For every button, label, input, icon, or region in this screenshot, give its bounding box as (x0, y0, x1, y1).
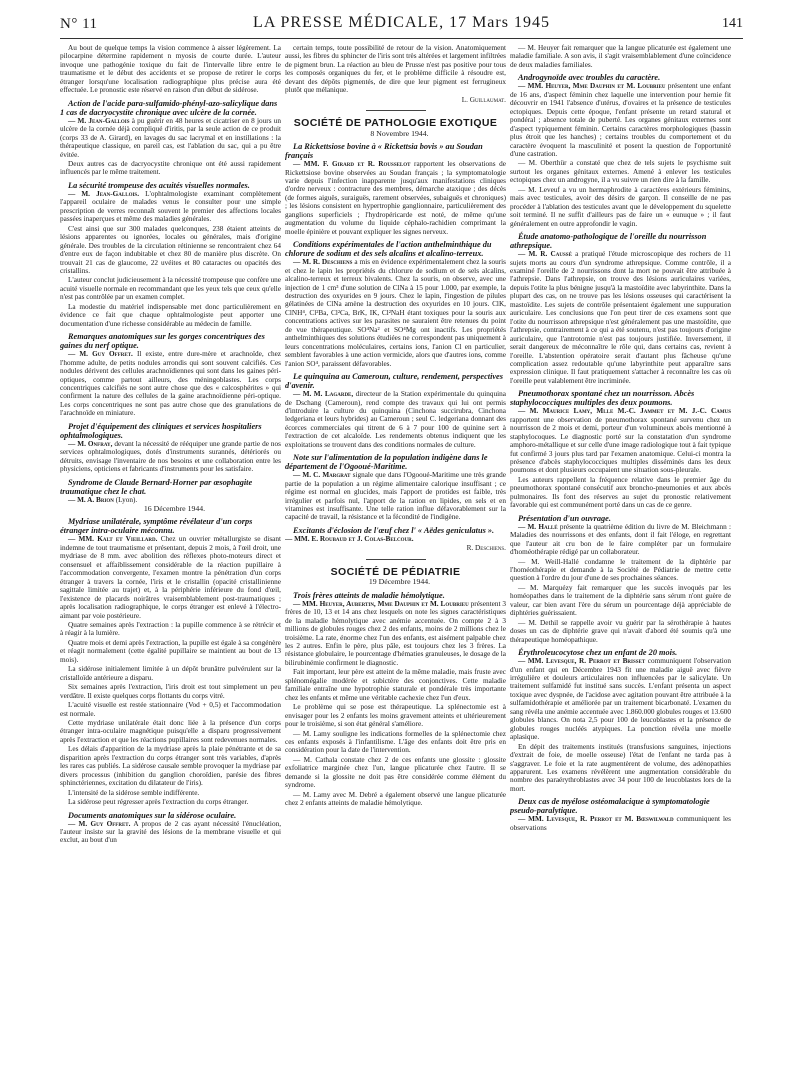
paragraph: — M. Oberthür a constaté que chez de tels sujets le psychisme suit surtout les organes génitaux externes. Amené à enlever les testicules ectopiques chez un androgyne, il a vu suivre un rien dire à la famille. (510, 159, 731, 185)
author: — MM. F. Girard et R. Rousselot (293, 160, 411, 169)
paragraph: — M. Cathala constate chez 2 de ces enfants une glossite : glossite exfoliatrice marginée chez l'un, langue plicaturée chez l'autre. Il se demande si la glossite ne doit pas être considérée comme élément du syndrome. (285, 755, 506, 790)
issue-number: N° 11 (60, 16, 98, 32)
author: — MM. E. Roubaud et J. Colas-Belcour. (285, 534, 414, 543)
article-title: Étude anatomo-pathologique de l'oreille du nourrisson athrepsique. (510, 232, 707, 251)
article-body: — M. R. Deschiens a mis en évidence expérimentalement chez la souris et chez le lapin les propriétés du chlorure de sodium et de sels alcalins, alcalino-terreux et terreux bivalents. Chez la souris, on observe, avec une injection de 1 cm³ d'une solution de ClNa à 15 pour 1.000, par exemple, la destruction des oxyurides en 9 jours. Chez le lapin, l'ingestion de pilules gélatinées de ClNa amène la destruction des oxyurides en 10 jours. ClK, ClNH⁴, Cl²Ba, Cl²Ca, BrK, IK, Cl²NaH étant toxiques pour la souris aux concentrations actives sur les parasites ne sauraient être retenues du point de vue thérapeutique. SO⁴Na² et SO⁴Mg ont inactifs. Les propriétés anthelminthiques des solutions étudiées ne correspondent pas uniquement à leurs concentrations moléculaires, certains ions, l'anion Cl en particulier, semblent favorables à une action vermicide, alors que d'autres ions, comme l'anion SO⁴, paraissent défavorables. (285, 258, 506, 368)
article-title: Deux cas de myélose ostéomalacique à symptomatologie pseudo-paralytique. (510, 797, 710, 816)
article-title: Action de l'acide para-sulfamido-phényl-azo-salicylique dans 1 cas de dacryocystite chronique avec ulcère de la cornée. (60, 98, 278, 117)
article-body: — MM. Kalt et Vieillard. Chez un ouvrier métallurgiste se disant indemne de tout traumatisme et présentant, depuis 2 mois, à l'œil droit, une mydriase de 8 mm. avec abolition des réflexes photo-moteurs direct et consensuel et affaiblissement considérable de la réaction pupillaire à l'accommodation convergente, l'examen montre la pénétration d'un corps étranger à travers la cornée, l'iris et le cristallin (opacité cristallinienne sagittale limitée au trajet) et, à la périphérie inférieure du fond d'œil, l'existence de placards noirâtres vraisemblablement post-traumatiques ; après localisation radiographique, le corps étranger est enlevé à l'électro-aimant par voie postérieure. (60, 535, 281, 620)
author: — MM. Levesque, R. Perrot et M. Bœswilwald (518, 815, 674, 824)
page-number: 141 (722, 16, 743, 31)
article-body (285, 535, 506, 543)
article-title: Conditions expérimentales de l'action anthelminthique du chlorure de sodium et des sels alcalins et alcalino-terreux. (285, 240, 492, 259)
article-title: Trois frères atteints de maladie hémolytique. (293, 590, 445, 600)
author: — M. R. Caussé (518, 250, 572, 259)
author: — M. Onfray, (68, 439, 113, 448)
paragraph: Cette mydriase unilatérale était donc liée à la présence d'un corps étranger intra-oculaire magnétique puisqu'elle a disparu progressivement après l'extraction et que les réactions pupillaires sont redevenues normales. (60, 719, 281, 744)
signature: R. Deschiens. (466, 544, 506, 553)
session-date: 16 Décembre 1944. (143, 504, 206, 514)
article-body: — MM. Levesque, R. Perrot et M. Bœswilwald communiquent les observations (510, 815, 731, 832)
article-body: — MM. Levesque, R. Perrot et Brisset communiquent l'observation d'un enfant qui en Décembre 1943 fit une maladie aiguë avec fièvre irrégulière et douleurs articulaires non influencées par le salicylate. Un traitement sulfamidé fut institué sans succès. L'enfant présenta un aspect toxique avec dyspnée, de l'acidose avec agitation pouvant être attribuée à la sulfamidothérapie et améliorée par un traitement bicarbonaté. L'examen du sang révéla une anémie accentuée avec 1.860.000 globules rouges et 13.600 globules blancs. On nota 2,5 pour 100 de leucoblastes et la présence de globules rouges nucléés atypiques. La ponction révéla une moelle aplasique. (510, 657, 731, 742)
column-1 (60, 44, 281, 1076)
author: — M. C. Margrat (293, 471, 351, 480)
paragraph: Six semaines après l'extraction, l'iris droit est tout simplement un peu verdâtre. Il existe quelques corps flottants du corps vitré. (60, 683, 281, 700)
article-body: — MM. F. Girard et R. Rousselot rapportent les observations de Rickettsiose bovine observées au Soudan français ; la symptomatologie varie depuis l'infection inapparente jusqu'aux manifestations cliniques d'ordre nerveux : contracture des membres, démarche ataxique ; des décès (de formes aiguës, suraiguës, rarement observées, subaiguës et chroniques) ; les lésions consistent en hypertrophie ganglionnaire, particulièrement des ganglions superficiels ; l'hydropéricarde est noté, de même qu'une augmentation du volume du liquide céphalo-rachidien comprimant la moelle épinière et pouvant expliquer les signes nerveux. (285, 160, 506, 236)
paragraph: — M. Leveuf a vu un hermaphrodite à caractères extérieurs féminins, mais avec testicules, avoir des désirs de garçon. Il conseille de ne pas procéder à l'ablation des testicules avant que le développement du squelette soit terminé. Il ne suffit d'ailleurs pas de faire un « eunuque » ; il faut généralement en outre approfondir le vagin. (510, 185, 731, 228)
paragraph: — M. Heuyer fait remarquer que la langue plicaturée est également une maladie familiale. A son avis, il s'agit vraisemblablement d'une coïncidence de deux maladies familiales. (510, 44, 731, 69)
article-title: Note sur l'alimentation de la population indigène dans le département de l'Ogooué-Maritime. (285, 453, 488, 472)
author: — MM. Heuyer, Mme Dauphin et M. Loubrieu (518, 82, 666, 91)
article-title: Présentation d'un ouvrage. (518, 513, 611, 523)
session-date: 8 Novembre 1944. (370, 128, 429, 138)
author: — M. Jean-Gallois. (68, 189, 140, 198)
article-body: — M. Maurice Lamy, Mlle M.-C. Jammet et M. J.-C. Camus rapportent une observation de pneumothorax spontané survenu chez un nourrisson de 2 mois et demi, porteur d'un volumineux abcès mentionné à staphylocoques. Le diagnostic porté sur la constatation d'un syndrome amphoro-métallique et sur celle d'une image radiologique tout à fait typique fut confirmé 3 jours plus tard par l'examen anatomique. Celui-ci montra la présence d'abcès staphylococciques multiples disséminés dans les deux poumons et dont plusieurs occupaient une situation sous-pleurale. (510, 407, 731, 475)
article-title: La sécurité trompeuse des acuités visuelles normales. (68, 180, 250, 190)
session-date: 19 Décembre 1944. (368, 577, 431, 587)
article-title: Projet d'équipement des cliniques et services hospitaliers ophtalmologiques. (60, 421, 262, 440)
article-title: Syndrome de Claude Bernard-Horner par œsophagite traumatique chez le chat. (60, 477, 253, 496)
article-title: Excitants d'éclosion de l'œuf chez l' « Aëdes geniculatus ». (293, 525, 495, 535)
article-title: Androgynoïde avec troubles du caractère. (518, 73, 661, 83)
paragraph: — M. Dethil se rappelle avoir vu guérir par la sérothérapie à hautes doses un cas de diphtérie grave qui n'avait d'abord été soumis qu'à une thérapeutique homéopathique. (510, 618, 731, 644)
paragraph: L'intensité de la sidérose semble indifférente. (68, 788, 200, 797)
paragraph: Les auteurs rappellent la fréquence relative dans le premier âge du pneumothorax spontané consécutif aux broncho-pneumonies et aux abcès pulmonaires. Ils font des réserves au sujet du pronostic relativement favorable qui est communément porté dans un cas de ce genre. (510, 475, 731, 510)
section-heading: SOCIÉTÉ DE PÉDIATRIE (330, 565, 461, 578)
author: — M. Hallé (518, 522, 558, 531)
paragraph: La modestie du matériel indispensable met donc particulièrement en évidence ce fait que chaque ophtalmologiste peut apporter une documentation d'une richesse considérable au médecin de famille. (60, 302, 281, 328)
column-3 (510, 44, 731, 1076)
article-title: Le quinquina au Cameroun, culture, rendement, perspectives d'avenir. (285, 372, 503, 391)
signature: L. Guillaumat. (461, 95, 506, 104)
article-body: — MM. Heuyer, Aubertin, Mme Dauphin et M. Loubrieu présentent 3 frères de 10, 13 et 14 ans chez lesquels on note les signes caractéristiques de la maladie hémolytique avec anémie accentuée. On compte 2 à 3 millions de globules rouges chez 2 des enfants, moins de 2 millions chez le troisième. La rate, énorme chez l'un des enfants, est aisément palpable chez les 2 autres. Enfin le père, plus pâle, est toujours chez les 3 frères. La résistance globulaire, le pourcentage d'hématies granuleuses, le dosage de la bilirubinémie confirment le diagnostic. (285, 599, 506, 667)
author: — M. Guy Offret. (68, 350, 133, 359)
paragraph: — M. Lamy souligne les indications formelles de la splénectomie chez ces enfants exposés à l'infantilisme. L'âge des enfants doit être pris en considération pour la date de l'intervention. (285, 729, 506, 755)
article-body: — M. M. Lagarde, directeur de la Station expérimentale du quinquina de Dschang (Cameroun), rend compte des travaux qui lui ont permis d'introduire la culture du quinquina (Cinchona succirubra, Cinchona ledgeriana et leurs hybrides) au Cameroun ; seul C. ledgeriana donnant des écorces commerciales qui titrent de 6 à 7 pour 100 de quinine sert à l'extraction de cet alcaloïde. Les rendements obtenus indiquent que les exploitations se trouvent dans des conditions normales de culture. (285, 390, 506, 449)
author: — M. M. Lagarde, (293, 390, 354, 399)
paragraph: Quatre mois et demi après l'extraction, la pupille est égale à sa congénère et réagit normalement (cette égalité pupillaire se maintient au bout de 13 mois). (60, 638, 281, 664)
paragraph: La sidérose initialement limitée à un dépôt brunâtre pulvérulent sur la cristalloïde antérieure a disparu. (60, 665, 281, 682)
section-heading: SOCIÉTÉ DE PATHOLOGIE EXOTIQUE (293, 117, 498, 130)
article-body: — M. Guy Offret. Il existe, entre dure-mère et arachnoïde, chez l'homme adulte, de petits nodules arrondis qui sont souvent calcifiés. Ces nodules dérivent des cellules arachnoïdiennes qui sont dans les gaines péri-optiques, comme partout ailleurs, des méningoblastes. Les corps concentriques calcifiés ne sont autre chose que des « calcosphérites » qui confirment la nature des cellules de la gaine arachnoïdienne péri-optique. Les corps concentriques ne sont pas autre chose que des granulations de l'arachnoïde en miniature. (60, 350, 281, 418)
author: — M. Guy Offret. (68, 819, 131, 828)
column-2 (285, 44, 506, 1076)
journal-title: LA PRESSE MÉDICALE, 17 Mars 1945 (253, 14, 550, 31)
author: — MM. Levesque, R. Perrot et Brisset (518, 657, 646, 666)
article-body: — M. C. Margrat signale que dans l'Ogooué-Maritime une très grande partie de la population a un régime alimentaire calorique insuffisant ; ce régime est normal en glucides, mais l'apport de protides est faible, très irrégulier et parfois nul, l'apport de la ration en lipides, en sels et en vitamines est insuffisante. Une telle ration influe défavorablement sur la capacité de travail, la résistance et la fécondité de l'indigène. (285, 471, 506, 522)
divider (366, 110, 426, 111)
author: — M. Maurice Lamy, Mlle M.-C. Jammet et M. J.-C. Camus (518, 407, 731, 416)
paragraph: — M. Weill-Hallé condamne le traitement de la diphtérie par l'homéothérapie et demande à la Société de Pédiatrie de mettre cette question à l'ordre du jour d'une de ses prochaines séances. (510, 557, 731, 583)
paragraph: Fait important, leur père est atteint de la même maladie, mais fruste avec splénomégalie modérée et subictère des conjonctives. Cette maladie familiale entraîne une hypotrophie staturale et pondérale très importante chez les enfants et même une véritable cachexie chez l'un d'eux. (285, 668, 506, 702)
article-body: — M. R. Caussé a pratiqué l'étude microscopique des rochers de 11 sujets morts au cours d'un syndrome athrepsique. Comme contrôle, il a examiné l'oreille de 2 nourrissons dont la mort ne pouvait être attribuée à l'athrepsie. Dans l'athrepsie, on trouve des lésions auriculaires variées, depuis l'otite la plus bénigne jusqu'à la mastoïdite avec labyrinthite. Dans la plupart des cas, on ne trouve pas les lésions osseuses qui caractérisent la mastoïdite. Les sujets de contrôle présentaient également une suppuration auriculaire. Les conclusions que l'on peut tirer de ces examens sont que l'otite du nourrisson athrepsique n'est généralement pas une mastoïdite, que l'athrepsie, contrairement à ce qui a été soutenu, n'est pas toujours d'origine auriculaire, que l'antrotomie n'est pas toujours justifiée. Inversement, il serait dangereux de méconnaître le rôle qui, dans certains cas, revient à l'oreille. L'abstention opératoire serait d'autant plus fâcheuse qu'une complication assez redoutable qu'une labyrinthite peut apparaître sans expression clinique. Il faut pratiquement s'attacher à reconnaître les cas où l'oreille peut valablement être incriminée. (510, 250, 731, 385)
article-title: Érythroleucocytose chez un enfant de 20 mois. (518, 648, 678, 658)
article-body: — M. Jean-Gallois à pu guérir en 48 heures et cicatriser en 8 jours un ulcère de la cornée déjà compliqué d'iritis, par la seule action de ce produit (corps 33 de A. Girard), en lavages du sac lacrymal et en instillations : la thérapeutique classique, en pareil cas, est l'ablation du sac, qui a pu être évitée. (60, 116, 281, 159)
page-header (60, 14, 743, 39)
article-title: Documents anatomiques sur la sidérose oculaire. (68, 810, 237, 820)
author: — M. Jean-Gallois (68, 116, 130, 125)
article-body: — M. Onfray, devant la nécessité de rééquiper une grande partie de nos services ophtalmologiques, dotés d'instruments surannés, détériorés ou détruits, envisage l'inventaire de nos besoins et une collaboration entre les physiciens, opticiens et fabricants d'instruments pour les satisfaire. (60, 439, 281, 474)
divider (366, 559, 426, 560)
paragraph: La sidérose peut régresser après l'extraction du corps étranger. (68, 798, 249, 807)
paragraph: Le problème qui se pose est thérapeutique. La splénectomie est à envisager pour les 2 enfants les moins gravement atteints et ultérieurement pour le troisième, si son état général s'améliore. (285, 703, 506, 729)
article-title: Pneumothorax spontané chez un nourrisson. Abcès staphylococciques multiples des deux poumons. (510, 389, 695, 408)
paragraph: Quatre semaines après l'extraction : la pupille commence à se rétrécir et à réagir à la lumière. (60, 621, 281, 638)
paragraph: — M. Lamy avec M. Debré a également observé une langue plicaturée chez 2 enfants atteints de maladie hémolytique. (285, 790, 506, 808)
paragraph: Deux autres cas de dacryocystite chronique ont été aussi rapidement influencés par le même traitement. (60, 159, 281, 177)
paragraph: Les délais d'apparition de la mydriase après la plaie pénétrante et de sa disparition après l'extraction du corps étranger sont très variables, d'après les rares cas publiés. La sidérose causale semble provoquer la mydriase par divers processus (inhibition du ganglion choroïdien, parésie des fibres sphinctériennes, excitation du dilatateur de l'iris). (60, 745, 281, 788)
article-body: — MM. Heuyer, Mme Dauphin et M. Loubrieu présentent une enfant de 16 ans, d'aspect féminin chez laquelle une intervention pour hernie fit découvrir en 1941 l'absence d'utérus, d'ovaires et la présence de testicules ectopiques. Depuis cette époque, l'enfant présente un retard statural et pondéral ; absence totale de puberté. Les organes génitaux externes sont d'aspect typiquement féminin. Certains caractères morphologiques (bassin plus étroit que les hanches) ; certains troubles du comportement et du caractère évoquent la masculinité et posent la question de l'opportunité d'une castration. (510, 82, 731, 158)
author: — MM. Kalt et Vieillard. (68, 535, 158, 544)
article-title: Mydriase unilatérale, symptôme révélateur d'un corps étranger intra-oculaire méconnu. (60, 517, 253, 536)
paragraph: En dépit des traitements institués (transfusions sanguines, injections d'extrait de foie, de moelle osseuse) l'état de l'enfant ne tarda pas à s'aggraver. Le foie et la rate augmentèrent de volume, des adénopathies apparurent. Les examens révélèrent une augmentation considérable du nombre des paraérythroblastes avec 34 pour 100 de leucoblastes lors de la mort. (510, 742, 731, 793)
article-body: — M. Hallé présente la quatrième édition du livre de M. Bleichmann : Maladies des nourrissons et des enfants, dont il fait l'éloge, en regrettant que l'auteur ait cru bon de le faire compléter par un formulaire d'homéothérapie rédigé par un collaborateur. (510, 522, 731, 557)
paragraph: certain temps, toute possibilité de retour de la vision. Anatomiquement aussi, les fibres du sphincter de l'iris sont très altérées et largement infiltrées de pigment brun. La réaction au bleu de Prusse n'est pas positive pour tous les composés organiques du fer, et le problème difficile à résoudre est, devant des dépôts pigmentés, de dire que leur pigment est ferrugineux plutôt que mélanique. (285, 44, 506, 95)
article-body: — M. Guy Offret. A propos de 2 cas ayant nécessité l'énucléation, l'auteur insiste sur la gravité des lésions de la membrane visuelle et qui exclut, au bout d'un (60, 819, 281, 845)
article-body: — M. Jean-Gallois. L'ophtalmologiste examinant complètement l'appareil oculaire de malades venus le consulter pour une simple prescription de verres reconnaît souvent le premier des affections locales passées inaperçues et même des maladies générales. (60, 189, 281, 224)
paragraph: Au bout de quelque temps la vision commence à aisser légèrement. La pilocarpine détermine rapidement n myosis de courte durée. L'auteur invoque une pathogénie toxique du fait de l'intervalle libre entre le traumatisme et le début des accidents et se propose de retirer le corps étranger lorsqu'une localisation radiographique plus précise aura été effectuée. Le pronostic este réservé en raison d'un début de sidérose. (60, 44, 281, 95)
article-body: — M. A. Brion (Lyon). (68, 495, 138, 504)
article-title: Remarques anatomiques sur les gorges concentriques des gaines du nerf optique. (60, 332, 265, 351)
paragraph: C'est ainsi que sur 300 malades quelconques, 238 étaient atteints de lésions apparentes ou ignorées, locales ou générales, mais d'origine générale. Des troubles de la circulation rétinienne se rencontraient chez 64 d'entre eux de façon indubitable et chez 80 de manière plus discrète. On trouvait 21 cas de glaucome, 22 uvéites et 80 cataractes ou opacités des cristallins. (60, 224, 281, 275)
paragraph: L'auteur conclut judicieusement à la nécessité trompeuse que confère une acuité visuelle normale en recommandant que les yeux tels que ceux qu'elle n'est pas contrôlée par un examen complet. (60, 276, 281, 302)
author: — M. A. Brion (68, 495, 114, 504)
paragraph: — M. Marquézy fait remarquer que les succès invoqués par les homéopathes dans le traitement de la diphtérie sans sérum n'ont guère de valeur, car bien avant l'ère du sérum un pourcentage déjà appréciable de diphtéries guérissaient. (510, 583, 731, 618)
author: — M. R. Deschiens (293, 258, 353, 267)
author: — MM. Heuyer, Aubertin, Mme Dauphin et M. Loubrieu (293, 599, 469, 608)
article-title: La Rickettsiose bovine à « Rickettsia bovis » au Soudan français (285, 142, 483, 161)
paragraph: L'acuité visuelle est restée stationnaire (Vod + 0,5) et l'accommodation est normale. (60, 701, 281, 718)
